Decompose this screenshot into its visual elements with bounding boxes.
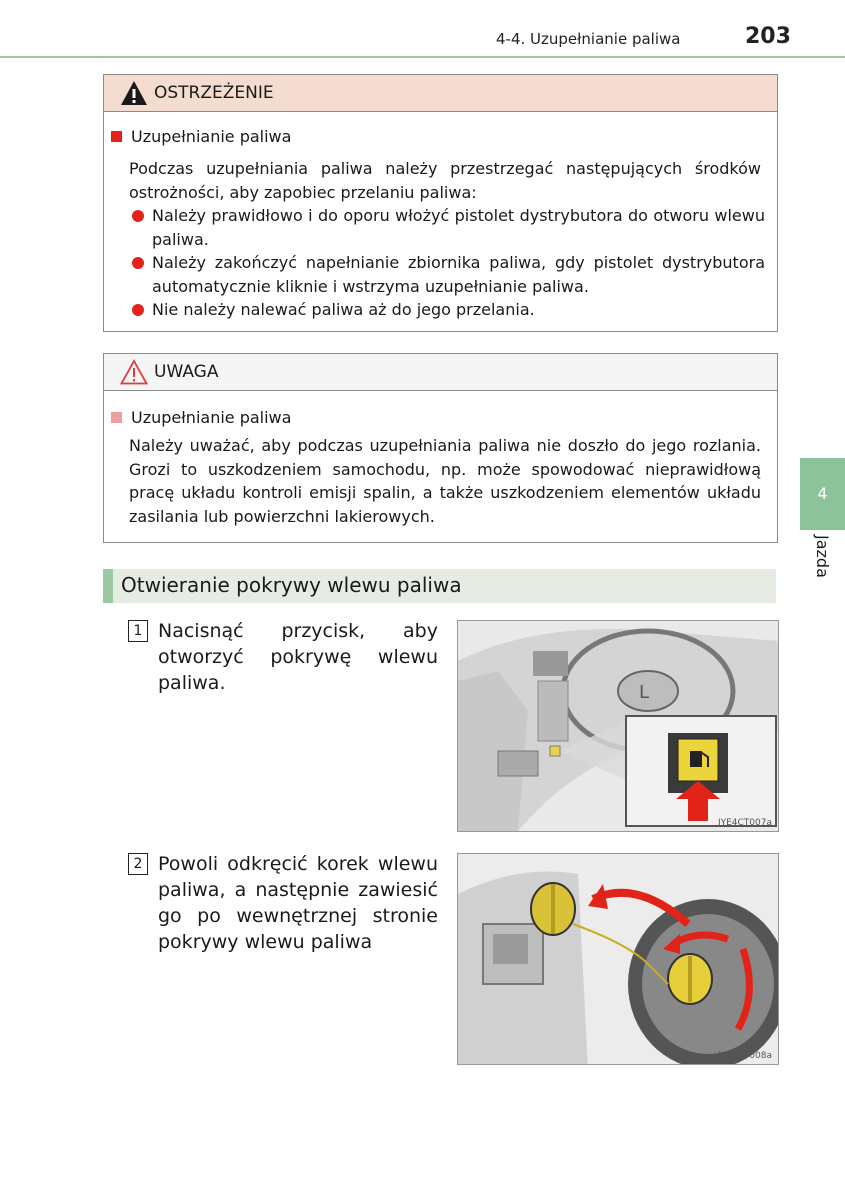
page-number: 203 — [745, 24, 791, 49]
step-number: 2 — [128, 853, 148, 875]
chapter-label: Jazda — [813, 535, 832, 578]
warning-bullet-list — [129, 204, 765, 322]
caution-icon — [120, 359, 148, 385]
figure-code: IYE4CT007a — [717, 818, 772, 828]
fuel-cap-illustration — [458, 854, 778, 1065]
list-item: Należy zakończyć napełnianie zbiornika paliwa, gdy pistolet dystrybutora automatycznie kliknie i wstrzyma uzupełnianie paliwa. — [129, 251, 765, 298]
header-divider — [0, 56, 845, 58]
notice-box — [103, 353, 778, 543]
warning-icon — [120, 80, 148, 106]
square-bullet-icon — [111, 412, 122, 423]
chapter-tab[interactable] — [800, 458, 845, 530]
header-section-title: 4-4. Uzupełnianie paliwa — [496, 30, 681, 48]
warning-subheading: Uzupełnianie paliwa — [111, 127, 291, 146]
warning-intro: Podczas uzupełniania paliwa należy przestrzegać następujących środków ostrożności, aby zapobiec przelaniu paliwa: — [129, 159, 761, 202]
list-item: Należy prawidłowo i do oporu włożyć pistolet dystrybutora do otworu wlewu paliwa. — [129, 204, 765, 251]
warning-box — [103, 74, 778, 332]
fuel-cap-figure — [457, 853, 779, 1065]
step-number: 1 — [128, 620, 148, 642]
warning-title: OSTRZEŻENIE — [154, 83, 274, 103]
notice-subheading: Uzupełnianie paliwa — [111, 408, 291, 427]
list-item: Nie należy nalewać paliwa aż do jego przelania. — [129, 298, 765, 322]
section-title: Otwieranie pokrywy wlewu paliwa — [121, 573, 462, 597]
step-1 — [128, 618, 438, 696]
warning-header — [104, 75, 777, 112]
section-heading — [103, 569, 776, 603]
svg-text:L: L — [639, 682, 650, 703]
step-2 — [128, 851, 438, 955]
chapter-number: 4 — [817, 484, 828, 503]
red-dot-icon — [132, 304, 144, 316]
dashboard-illustration — [458, 621, 778, 831]
notice-text: Należy uważać, aby podczas uzupełniania paliwa nie doszło do jego rozlania. Grozi to uszkodzeniem samochodu, np. może spowodować nieprawidłową pracę układu kontroli emisji spalin, a także uszkodzeniem elementów układu zasilania lub powierzchni lakierowych. — [129, 436, 761, 526]
step-text: Nacisnąć przycisk, aby otworzyć pokrywę wlewu paliwa. — [158, 620, 438, 694]
notice-title: UWAGA — [154, 362, 219, 382]
red-dot-icon — [132, 257, 144, 269]
step-text: Powoli odkręcić korek wlewu paliwa, a następnie zawiesić go po wewnętrznej stronie pokrywy wlewu paliwa — [158, 853, 438, 953]
fuel-door-button-figure — [457, 620, 779, 832]
square-bullet-icon — [111, 131, 122, 142]
notice-header — [104, 354, 777, 391]
red-dot-icon — [132, 210, 144, 222]
figure-code: IYE4CT008a — [717, 1051, 772, 1061]
